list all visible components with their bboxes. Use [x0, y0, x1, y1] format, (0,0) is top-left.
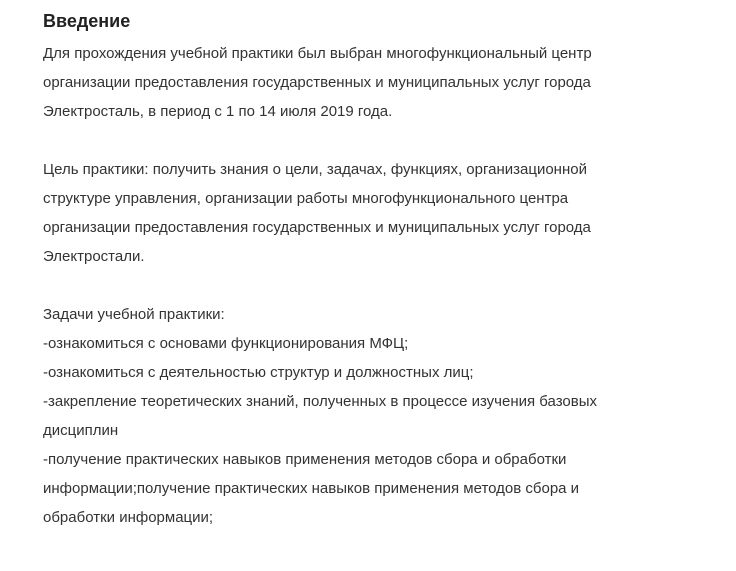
tasks-paragraph: [43, 300, 723, 532]
paragraph-spacer: [43, 271, 723, 300]
paragraph-spacer: [43, 126, 723, 155]
task-item: обработки информации;: [43, 509, 214, 526]
goal-line: Цель практики: получить знания о цели, задачах, функциях, организационной: [43, 161, 587, 178]
document-body: [43, 9, 723, 532]
tasks-heading: Задачи учебной практики:: [43, 306, 225, 323]
intro-line: Электросталь, в период с 1 по 14 июля 2019 года.: [43, 103, 393, 120]
task-item: -ознакомиться с деятельностью структур и должностных лиц;: [43, 364, 474, 381]
intro-line: организации предоставления государственных и муниципальных услуг города: [43, 74, 591, 91]
goal-paragraph: [43, 155, 723, 271]
task-item: информации;получение практических навыков применения методов сбора и: [43, 480, 580, 497]
document-title: Введение: [43, 11, 131, 31]
task-item: -ознакомиться с основами функционирования МФЦ;: [43, 335, 409, 352]
goal-line: структуре управления, организации работы многофункционального центра: [43, 190, 569, 207]
goal-line: Электростали.: [43, 248, 145, 265]
goal-line: организации предоставления государственных и муниципальных услуг города: [43, 219, 591, 236]
intro-paragraph: [43, 39, 723, 126]
task-item: -получение практических навыков применения методов сбора и обработки: [43, 451, 567, 468]
task-item: -закрепление теоретических знаний, полученных в процессе изучения базовых: [43, 393, 598, 410]
intro-line: Для прохождения учебной практики был выбран многофункциональный центр: [43, 45, 592, 62]
task-item: дисциплин: [43, 422, 119, 439]
